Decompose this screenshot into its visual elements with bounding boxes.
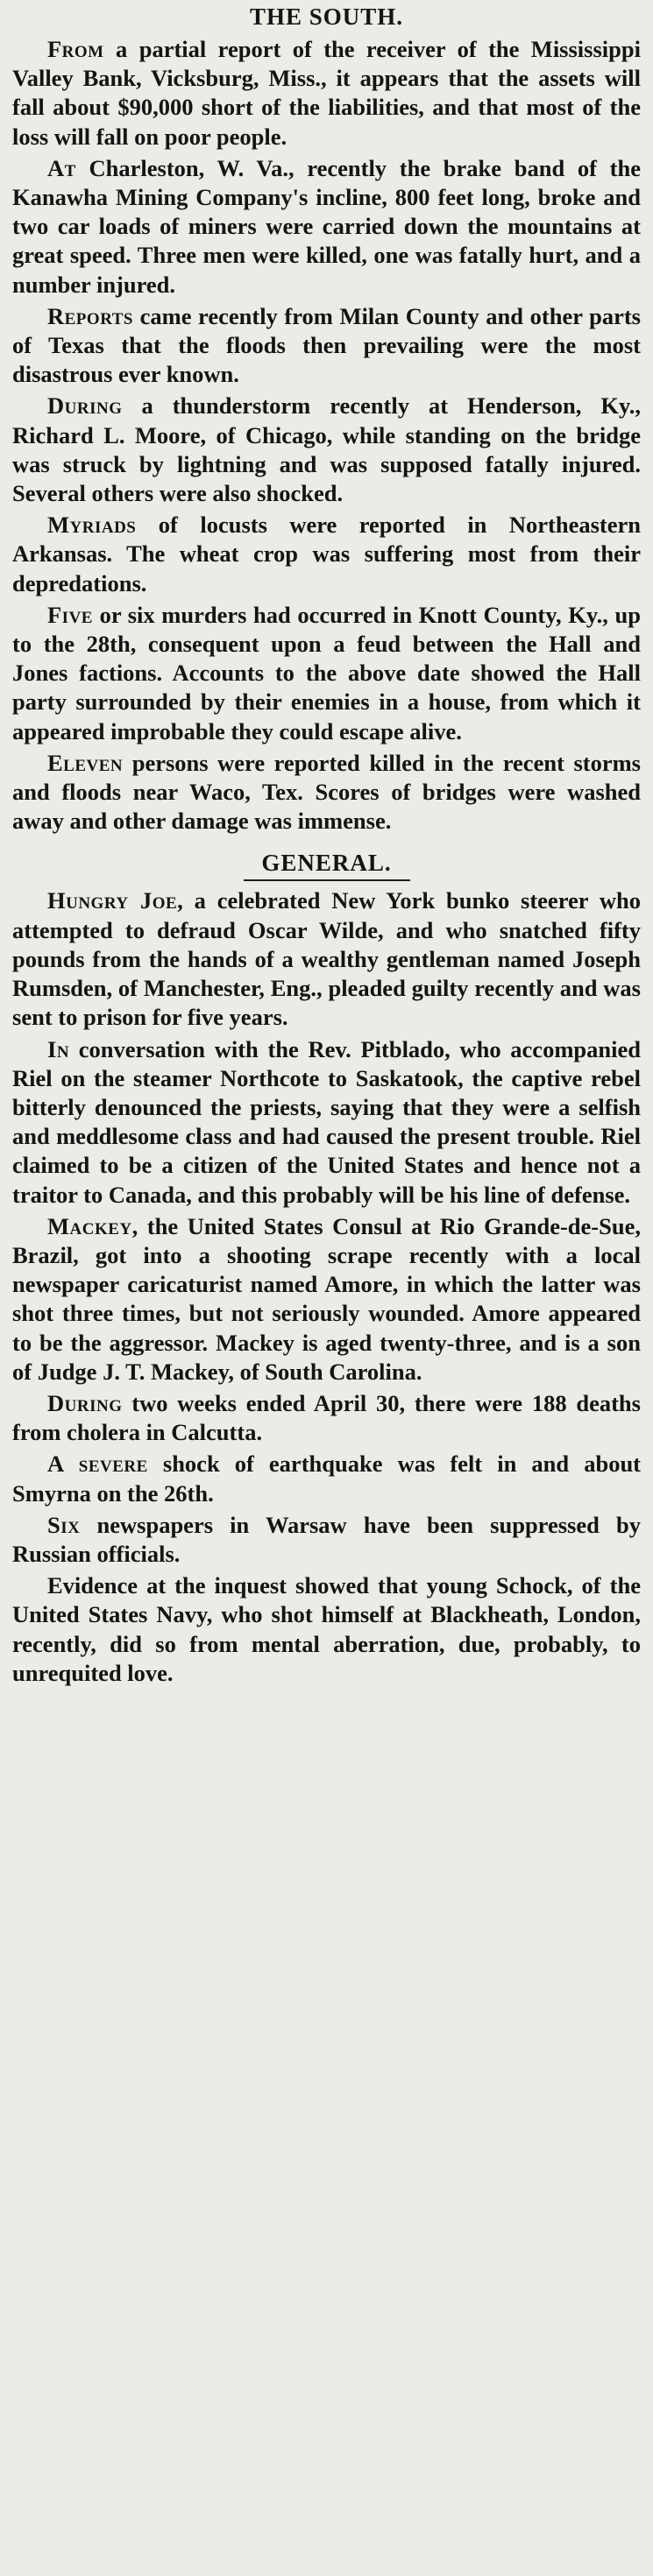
news-item bbox=[12, 392, 641, 508]
item-lead: A severe bbox=[47, 1450, 148, 1478]
item-lead: During bbox=[47, 392, 123, 420]
section-heading-general: GENERAL. bbox=[261, 850, 392, 877]
item-lead: Myriads bbox=[47, 512, 137, 539]
news-item bbox=[12, 601, 641, 746]
item-text: newspapers in Warsaw have been suppressed by Russian officials. bbox=[12, 1511, 641, 1567]
item-lead: Hungry Joe bbox=[47, 887, 178, 914]
item-lead: Reports bbox=[47, 302, 133, 329]
news-item bbox=[12, 1035, 641, 1210]
news-item bbox=[12, 154, 641, 300]
news-item bbox=[12, 886, 641, 1032]
item-text: persons were reported killed in the recent storms and floods near Waco, Tex. Scores of bridges were washed away and other damage was immense. bbox=[12, 749, 641, 835]
news-item bbox=[12, 1571, 641, 1688]
item-lead: From bbox=[47, 36, 104, 62]
item-text: a partial report of the receiver of the Mississippi Valley Bank, Vicksburg, Miss., it appears that the assets will fall about $90,000 short of the liabilities, and that most of the loss will fall on poor people. bbox=[12, 36, 641, 150]
item-text: shock of earthquake was felt in and about Smyrna on the 26th. bbox=[12, 1450, 642, 1507]
section-heading-south: THE SOUTH. bbox=[249, 4, 404, 30]
item-lead: Mackey bbox=[47, 1212, 132, 1239]
news-item bbox=[12, 511, 641, 598]
heading-underline bbox=[244, 879, 410, 881]
item-text: of locusts were reported in Northeastern Arkansas. The wheat crop was suffering most from their depredations. bbox=[12, 512, 641, 596]
item-lead: During bbox=[47, 1389, 123, 1416]
item-lead: Eleven bbox=[47, 749, 124, 776]
item-text: came recently from Milan County and other parts of Texas that the floods then prevailing were the most disastrous ever known. bbox=[12, 302, 641, 388]
news-item bbox=[12, 302, 641, 390]
item-text: a thunderstorm recently at Henderson, Ky., Richard L. Moore, of Chicago, while standing on the bridge was struck by lightning and was supposed fatally injured. Several others were also shocked. bbox=[12, 392, 641, 507]
item-text: , the United States Consul at Rio Grande-de-Sue, Brazil, got into a shooting scrape recently with a local newspaper caricaturist named Amore, in which the latter was shot three times, but not seriously wounded. Amore appeared to be the aggressor. Mackey is aged twenty-three, and is a son of Judge J. T. Mackey, of South Carolina. bbox=[12, 1212, 641, 1385]
item-text: , a celebrated New York bunko steerer who attempted to defraud Oscar Wilde, and who snatched fifty pounds from the hands of a wealthy gentleman named Joseph Rumsden, of Manchester, Eng., pleaded guilty recently and was sent to prison for five years. bbox=[12, 887, 641, 1031]
item-text: Evidence at the inquest showed that young Schock, of the United States Navy, who shot himself at Blackheath, London, recently, did so from mental aberration, due, probably, to unrequited love. bbox=[12, 1572, 641, 1686]
item-lead: At bbox=[47, 154, 76, 181]
item-text: or six murders had occurred in Knott County, Ky., up to the 28th, consequent upon a feud between the Hall and Jones factions. Accounts to the above date showed the Hall party surrounded by their enemies in a house, from which it appeared improbable they could escape alive. bbox=[12, 601, 641, 745]
news-item bbox=[12, 1212, 641, 1387]
news-item bbox=[12, 35, 641, 152]
news-item bbox=[12, 1389, 641, 1447]
item-lead: Six bbox=[47, 1511, 81, 1538]
item-text: two weeks ended April 30, there were 188 deaths from cholera in Calcutta. bbox=[12, 1389, 641, 1446]
item-text: conversation with the Rev. Pitblado, who accompanied Riel on the steamer Northcote to Saskatook, the captive rebel bitterly denounced the priests, saying that they were a selfish and meddlesome class and had caused the present trouble. Riel claimed to be a citizen of the United States and hence not a traitor to Canada, and this probably will be his line of defense. bbox=[12, 1035, 641, 1208]
news-item bbox=[12, 1511, 641, 1569]
news-item bbox=[12, 749, 641, 836]
news-item bbox=[12, 1450, 641, 1507]
item-lead: Five bbox=[47, 601, 93, 628]
item-lead: In bbox=[47, 1035, 70, 1062]
item-text: Charleston, W. Va., recently the brake band of the Kanawha Mining Company's incline, 800 feet long, broke and two car loads of miners were carried down the mountains at great speed. Three men were killed, one was fatally hurt, and a number injured. bbox=[12, 154, 641, 298]
